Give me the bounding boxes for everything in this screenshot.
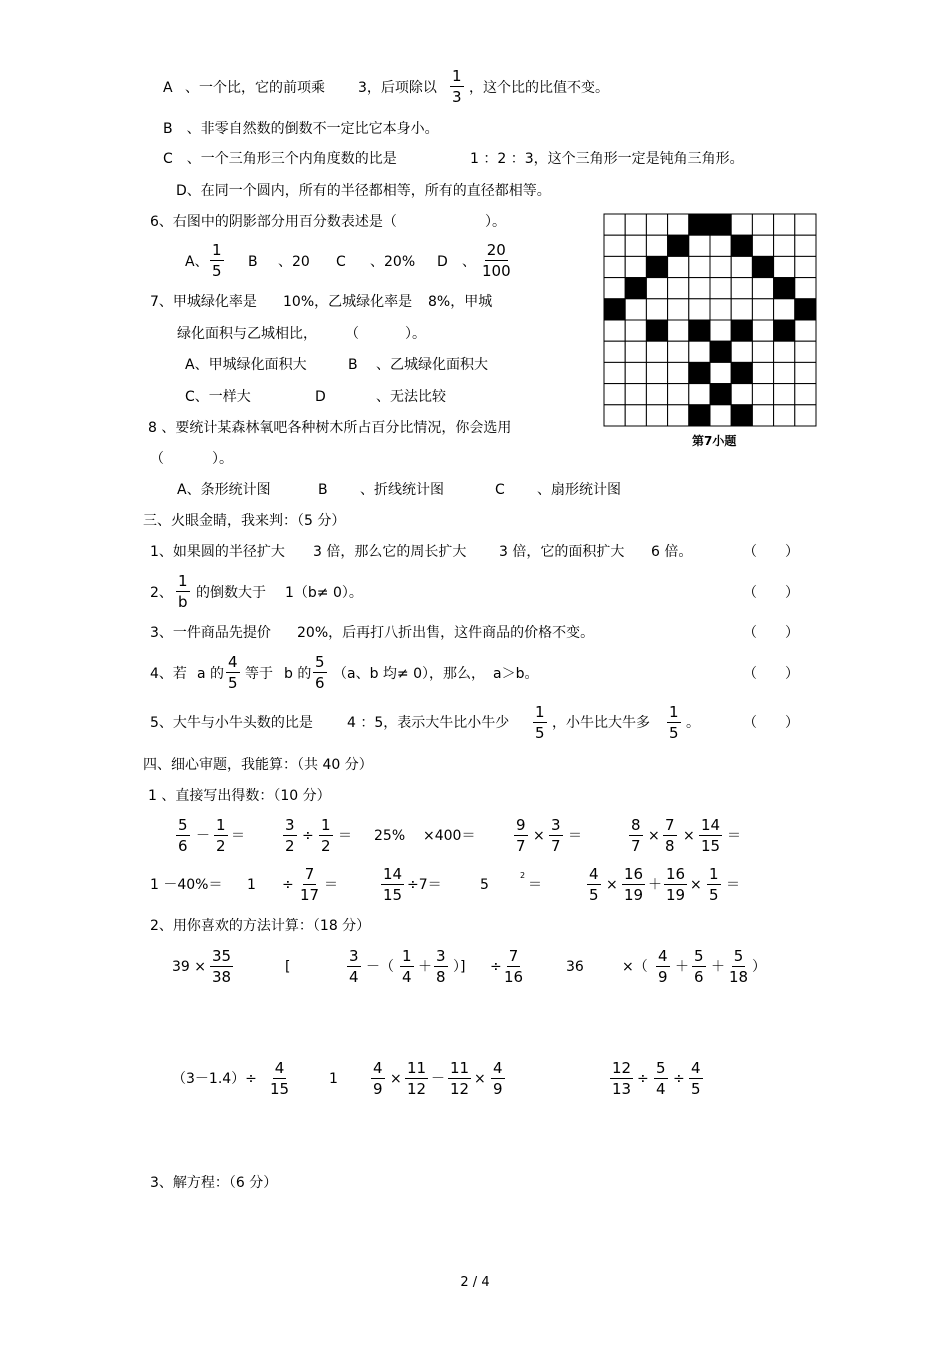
c3-f2: $\frac{5}{6}$ [694,947,704,986]
grid-cell [774,405,795,426]
grid-cell [795,235,816,256]
q7-opt-d: D [315,389,326,405]
grid-cell [752,320,773,341]
s4-part-1: 1 、直接写出得数：（10 分） [148,788,331,804]
s3-i4-a: 4、若 [150,666,187,682]
q7-l2-a: 绿化面积与乙城相比， [177,326,317,342]
grid-cell-shaded [604,299,625,320]
r1-e5-op2: × [683,828,695,844]
q5-a-text1: 、一个比，它的前项乘 [185,80,325,96]
grid-cell [668,299,689,320]
q8-l2-b: ）。 [212,451,233,467]
grid-cell [646,214,667,235]
grid-cell [795,405,816,426]
grid-cell [774,362,795,383]
c2-bracket-open: [ [285,959,291,975]
grid-cell [689,256,710,277]
s3-i3-paren: （ ） [743,625,799,641]
q6-opt-c-val: 、20% [370,254,416,270]
q5-c-text1: C 、一个三角形三个内角度数的比是 [163,151,397,167]
c5-op2: － [431,1071,445,1087]
c2-f2: $\frac{1}{4}$ [402,947,412,986]
r1-e1-eq: ＝ [231,828,245,844]
r1-e4-f1: $\frac{9}{7}$ [516,816,526,855]
page-number: 2 / 4 [460,1275,490,1290]
r2-e2-op: ÷ [282,877,294,893]
c1-a: 39 × [172,959,206,975]
q6-opt-d-pre: 、 [462,254,476,270]
grid-cell-shaded [731,362,752,383]
grid-cell [752,278,773,299]
r2-e4-base: 5 [480,877,489,893]
q8-opt-c-text: 、扇形统计图 [537,482,621,498]
q6-opt-d: D [437,254,448,270]
grid-cell [731,256,752,277]
r1-e2-f1: $\frac{3}{2}$ [285,816,295,855]
r2-e5-eq: ＝ [726,877,740,893]
c5-op1: × [390,1071,402,1087]
q6-opt-b-val: 、20 [278,254,310,270]
grid-cell [604,214,625,235]
grid-cell [646,405,667,426]
r2-e3-b: ÷7＝ [407,877,442,893]
grid-cell-shaded [795,299,816,320]
q7-l1-c: 8%，甲城 [428,294,493,310]
grid-cell [795,362,816,383]
grid-cell [668,278,689,299]
q7-opt-b: B [348,357,358,373]
grid-cell [752,405,773,426]
grid-cell-shaded [689,362,710,383]
r2-e5-op1: × [606,877,618,893]
grid-cell [646,278,667,299]
grid-cell-shaded [689,214,710,235]
c3-f3: $\frac{5}{18}$ [729,947,749,986]
r1-e4-f2: $\frac{3}{7}$ [551,816,561,855]
grid-cell [625,362,646,383]
s3-i2-num: 2、 [150,585,173,601]
r1-e5-op1: × [648,828,660,844]
grid-cell [774,235,795,256]
grid-cell [604,256,625,277]
s3-i1-paren: （ ） [743,544,799,560]
grid-cell-shaded [774,320,795,341]
grid-cell [668,341,689,362]
c5-op3: × [474,1071,486,1087]
grid-cell-shaded [689,405,710,426]
grid-cell [731,278,752,299]
s3-i3-b: 20%，后再打八折出售，这件商品的价格不变。 [297,625,595,641]
grid-cell [604,362,625,383]
q8-opt-b: B [318,482,328,498]
r2-e5-f2: $\frac{16}{19}$ [624,865,644,904]
grid-cell [689,299,710,320]
q6-opt-b: B [248,254,258,270]
s3-i1-a: 1、如果圆的半径扩大 [150,544,285,560]
q5-a-text3: ，这个比的比值不变。 [469,80,609,96]
r2-e5-op2: ＋ [648,877,662,893]
grid-cell [752,341,773,362]
grid-cell [795,278,816,299]
s3-i1-b: 3 倍，那么它的周长扩大 [313,544,467,560]
grid-cell [625,384,646,405]
grid-cell-shaded [774,278,795,299]
r1-e1-f1: $\frac{5}{6}$ [178,816,188,855]
c3-op1: ＋ [675,959,689,975]
r2-e1: 1 －40%＝ [150,877,223,893]
grid-cell [774,299,795,320]
r2-e2-eq: ＝ [324,877,338,893]
q7-opt-a: A、甲城绿化面积大 [185,357,307,373]
c3-op2: ＋ [711,959,725,975]
grid-cell [604,341,625,362]
s3-i4-e: （a、b 均≠ 0），那么， [333,666,486,682]
grid-cell [752,214,773,235]
grid-cell [731,341,752,362]
q5-a-letter: A [163,80,173,96]
grid-cell-shaded [731,405,752,426]
s4-part-2: 2、用你喜欢的方法计算：（18 分） [150,918,371,934]
s3-i4-f: a＞b。 [493,666,539,682]
q8-opt-b-text: 、折线统计图 [360,482,444,498]
grid-cell [625,256,646,277]
s3-i1-d: 6 倍。 [651,544,693,560]
r1-e5-f1: $\frac{8}{7}$ [631,816,641,855]
s3-i5-paren: （ ） [743,715,799,731]
q7-opt-c: C、一样大 [185,389,251,405]
q8-l1: 8 、要统计某森林氧吧各种树木所占百分比情况，你会选用 [148,420,512,436]
grid-cell [710,320,731,341]
s3-i4-fraction-1: $\frac{4}{5}$ [228,653,238,692]
s3-i5-a: 5、大牛与小牛头数的比是 [150,715,313,731]
c5-f1: $\frac{4}{9}$ [373,1059,383,1098]
grid-cell [795,320,816,341]
grid-cell [646,341,667,362]
q7-l1-b: 10%，乙城绿化率是 [283,294,413,310]
grid-cell-shaded [668,235,689,256]
grid-cell [668,320,689,341]
grid-cell [668,214,689,235]
c3-open: ×（ [622,959,648,975]
c2-f4: $\frac{7}{16}$ [504,947,524,986]
r1-e5-f3: $\frac{14}{15}$ [701,816,721,855]
grid-cell-shaded [731,320,752,341]
r1-e1-op: － [196,828,210,844]
r1-e5-eq: ＝ [727,828,741,844]
grid-cell [731,384,752,405]
grid-cell [795,384,816,405]
q5-d: D、在同一个圆内，所有的半径都相等，所有的直径都相等。 [176,183,551,199]
c1-f1: $\frac{35}{38}$ [212,947,232,986]
grid-cell [774,341,795,362]
grid-cell [625,214,646,235]
r2-e2-a: 1 [247,877,256,893]
grid-cell-shaded [710,384,731,405]
grid-cell [668,362,689,383]
grid-caption: 第7小题 [692,434,737,448]
c2-op2: ＋ [418,959,432,975]
q6-fraction-a: $\frac{1}{5}$ [212,241,222,280]
s4-part-3: 3、解方程：（6 分） [150,1175,278,1191]
s3-i2-b: 的倒数大于 [196,585,266,601]
q6-opt-a: A、 [185,254,209,270]
q7-l2-b: （ [345,326,359,342]
c5-f3: $\frac{11}{12}$ [450,1059,470,1098]
s3-i5-d: 。 [686,715,700,731]
r1-e1-f2: $\frac{1}{2}$ [216,816,226,855]
c2-op3: ÷ [490,959,502,975]
q8-l2-a: （ [150,451,164,467]
grid-cell [689,278,710,299]
c6-op1: ÷ [637,1071,649,1087]
q7-l1-a: 7、甲城绿化率是 [150,294,257,310]
grid-cell [604,320,625,341]
grid-cell-shaded [689,320,710,341]
grid-cell [625,235,646,256]
c3-a: 36 [566,959,584,975]
r1-e3-b: ×400＝ [423,828,476,844]
s3-i5-fraction-2: $\frac{1}{5}$ [669,703,679,742]
shaded-grid-figure [603,213,818,428]
grid-cell [689,235,710,256]
s3-i2-c: 1（b≠ 0）。 [285,585,363,601]
grid-cell [752,362,773,383]
grid-cell [795,341,816,362]
s3-i4-d: b 的 [284,666,312,682]
grid-cell [646,299,667,320]
q8-opt-c: C [495,482,505,498]
grid-cell [710,256,731,277]
s3-i1-c: 3 倍，它的面积扩大 [499,544,625,560]
r2-e4-eq: ＝ [528,877,542,893]
r1-e4-op: × [533,828,545,844]
grid-cell [668,405,689,426]
grid-cell-shaded [646,256,667,277]
q6-stem-2: ）。 [485,214,506,230]
grid-cell [625,299,646,320]
grid-cell [710,235,731,256]
c4-f1: $\frac{4}{15}$ [270,1059,290,1098]
grid-cell [604,278,625,299]
r1-e5-f2: $\frac{7}{8}$ [665,816,675,855]
q5-a-text2: 3，后项除以 [358,80,437,96]
s3-i2-fraction: $\frac{1}{b}$ [178,572,188,611]
q5-b: B 、非零自然数的倒数不一定比它本身小。 [163,121,439,137]
r1-e2-op: ÷ [302,828,314,844]
c6-op2: ÷ [673,1071,685,1087]
grid-cell [604,405,625,426]
grid-cell [752,235,773,256]
s3-i2-paren: （ ） [743,585,799,601]
grid-cell [689,384,710,405]
r1-e4-eq: ＝ [568,828,582,844]
grid-cell [731,214,752,235]
s3-i5-fraction-1: $\frac{1}{5}$ [535,703,545,742]
s3-i4-paren: （ ） [743,666,799,682]
grid-cell-shaded [710,214,731,235]
grid-cell [646,384,667,405]
r2-e3-f1: $\frac{14}{15}$ [383,865,403,904]
grid-cell-shaded [752,256,773,277]
grid-cell [625,405,646,426]
s3-i4-b: a 的 [197,666,225,682]
c2-f1: $\frac{3}{4}$ [349,947,359,986]
q6-stem-1: 6、右图中的阴影部分用百分数表述是（ [150,214,397,230]
grid-cell [752,299,773,320]
r2-e5-f4: $\frac{1}{5}$ [709,865,719,904]
c3-close: ） [752,959,766,975]
c5-f2: $\frac{11}{12}$ [407,1059,427,1098]
grid-cell [774,384,795,405]
q7-opt-d-text: 、无法比较 [376,389,446,405]
c2-op1: －（ [366,959,394,975]
c4-a: （3－1.4）÷ [172,1071,257,1087]
grid-cell-shaded [710,341,731,362]
r2-e5-f1: $\frac{4}{5}$ [589,865,599,904]
s3-i5-b: 4 ：5，表示大牛比小牛少 [347,715,510,731]
r2-e5-f3: $\frac{16}{19}$ [666,865,686,904]
c4-b: 1 [329,1071,338,1087]
grid-cell [668,256,689,277]
section-3-title: 三、火眼金睛，我来判：（5 分） [143,513,346,529]
c5-f4: $\frac{4}{9}$ [493,1059,503,1098]
s3-i5-c: ，小牛比大牛多 [552,715,650,731]
grid-cell [774,214,795,235]
grid-cell [689,341,710,362]
grid-cell [731,299,752,320]
grid-cell [646,362,667,383]
grid-cell-shaded [625,278,646,299]
q5-c-text2: 1 ：2 ：3，这个三角形一定是钝角三角形。 [470,151,744,167]
grid-cell [604,235,625,256]
c6-f1: $\frac{12}{13}$ [612,1059,632,1098]
c6-f2: $\frac{5}{4}$ [656,1059,666,1098]
grid-cell [752,384,773,405]
c2-f3: $\frac{3}{8}$ [436,947,446,986]
r2-e2-f1: $\frac{7}{17}$ [300,865,320,904]
c2-close: ）] [453,959,466,975]
section-4-title: 四、细心审题，我能算：（共 40 分） [143,757,373,773]
grid-cell [604,384,625,405]
grid-cell [625,320,646,341]
q5-a-fraction: $\frac{1}{3}$ [452,67,462,106]
grid-cell [774,256,795,277]
grid-cell [710,405,731,426]
c6-f3: $\frac{4}{5}$ [691,1059,701,1098]
grid-cell [710,278,731,299]
s3-i4-fraction-2: $\frac{5}{6}$ [315,653,325,692]
r1-e3-a: 25% [374,828,406,844]
r1-e2-eq: ＝ [338,828,352,844]
q8-opt-a: A、条形统计图 [177,482,271,498]
grid-cell [625,341,646,362]
s3-i4-c: 等于 [245,666,273,682]
q6-opt-c: C [336,254,346,270]
r2-e4-exp: 2 [520,871,526,880]
grid-cell [795,256,816,277]
grid-cell-shaded [731,235,752,256]
c3-f1: $\frac{4}{9}$ [658,947,668,986]
q6-fraction-d: $\frac{20}{100}$ [482,241,511,280]
q7-opt-b-text: 、乙城绿化面积大 [376,357,488,373]
r2-e5-op3: × [690,877,702,893]
r1-e2-f2: $\frac{1}{2}$ [321,816,331,855]
grid-cell-shaded [646,320,667,341]
grid-cell [668,384,689,405]
grid-cell [710,299,731,320]
grid-cell [710,362,731,383]
grid-cell [795,214,816,235]
s3-i3-a: 3、一件商品先提价 [150,625,271,641]
q7-l2-c: ）。 [405,326,426,342]
grid-cell [646,235,667,256]
